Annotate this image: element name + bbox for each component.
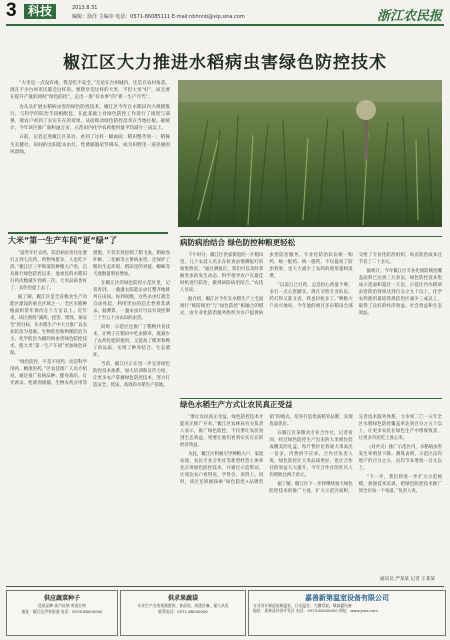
lead-paragraph: 日前，记者走进椒江区采访，看到了这样一幅画面：稻田整齐划一，稻株生长健壮，田间的太阳能杀虫灯、性诱捕器星罗棋布，成为田野里一道亮丽的风景线。	[10, 135, 170, 155]
issue-date: 2013.8.31	[72, 5, 98, 11]
body-paragraph: 在椒江区的绿色防控示范区里，记者看到，一盏盏太阳能杀虫灯整齐地排列在田间。每到夜晚，这些杀虫灯就会自动亮起，利用害虫的趋光性将其诱杀。据测算，一盏杀虫灯可以有效控制三十至五十亩农田的虫害。	[93, 281, 170, 321]
ad-line: 地址：椒江区洪家街道 电话：0576-88000000	[21, 609, 103, 614]
body-paragraph: 当前，椒江区正在进一步完善绿色防控技术体系，加大培训和宣传力度，让更多农户掌握绿色防控技术，努力打造安全、优质、高效的水稻生产基地。	[93, 362, 170, 388]
byline: 通讯员 严某某 记者 王某某	[380, 577, 435, 582]
ad-line: 地址：嘉善县经济开发区 电话：0573-84000000 网址：www.jsws.com	[253, 608, 378, 613]
body-paragraph: “绿色防控，不是不用药，而是科学用药、精准用药。”区农技推广人员介绍说，通过推广抗病品种、健身栽培、灯光诱杀、性诱剂诱捕、生物农药应用等措施，不仅有效控制了稻飞虱、稻纵卷叶螟、二化螟等主要病虫害，还保护了稻田生态环境，稻田里的青蛙、蜘蛛等天敌数量明显增加。	[10, 251, 170, 386]
ad-title: 嘉善新第温室设备有限公司	[305, 594, 389, 602]
body-paragraph: 据统计，今年椒江区专业化统防统治覆盖面积已达到三万余亩，绿色防控技术集成示范面积超过一万亩，示范区内水稻病虫害防治效果达到百分之九十以上，化学农药使用量较常规防治区减少三成以上，取得了良好的经济效益、社会效益和生态效益。	[358, 269, 442, 316]
body-paragraph: “前些年打农药，防治病虫害往往要打五到七次药，药物残留多，人也吃不消。”椒江区三甲街道的种粮大户说，自从推行绿色防控以来，他承包的水稻田打药次数减少到两三次，大米品质也好了，卖价也提上去了。	[10, 251, 87, 291]
lead-text	[10, 80, 170, 158]
section-heading: 病防病治结合 绿色防控种粮更轻松	[180, 236, 442, 248]
editor-contact: 编辑：徐洋 主编审 电话：0571-86085111 E-mail:nbhnnb@vip.sina.com	[72, 14, 245, 20]
section-body	[180, 252, 442, 392]
body-paragraph: 在椒江区某粮食专业合作社，记者看到，经过绿色防控生产出来的大米被包装成精美的礼盒，每斤售价比普通大米高出一倍多，仍然供不应求。合作社负责人说，绿色防控让大米品质更好，也让合作社的效益大大提升，今年合作社的社员人均增收达两千余元。	[269, 431, 353, 478]
lead-paragraph: “大米是一点没有毒，我是吃不安全。”无论在台州城内，还是在农村角落，现在不少台州市民都会这样说。要想享受这样的大米，不但大米“好”，而且要在提升产量的同时“绿色防控”，走出一条“有本事”的“新一生产年代”。	[10, 81, 170, 101]
advertisement-strip	[6, 586, 444, 637]
body-paragraph: “以前自己打药，总是担心药量不够，多打一点心里踏实。现在交给专业队伍，药打得又准又省，我也轻松多了。”种粮大户高兴地说，今年他的两百多亩稻田全部交给了专业化防治组织，每亩防治成本还节省了二十多元。	[269, 253, 442, 309]
advertisement[interactable]	[120, 590, 246, 636]
section-body	[10, 250, 170, 622]
page-number: 3	[6, 0, 17, 21]
headline: 椒江区大力推进水稻病虫害绿色防控技术	[63, 53, 387, 73]
ad-line: 优质品种 高产抗病 欢迎订购	[38, 603, 86, 608]
body-paragraph: （对共交）推广示范区内，水稻病虫害发生率明显下降。测算表明，示范区亩均增产约百分之五，亩均节本增效一百元以上。	[358, 445, 442, 471]
ad-line: 联系电话：0571-86000000	[158, 609, 208, 614]
body-paragraph: 下午时分，椒江区洪家街道的一片稻田里，几个农技人员正在检查虫情测报灯的收集情况。“通过测报灯，我们可以及时掌握害虫的发生动态，科学指导农户在最佳时机进行防治，做到病防病治结合。”农技人员说。	[180, 253, 264, 293]
body-paragraph: 据了解，椒江区是全省粮食生产功能区建设的重点区域之一，全区水稻种植面积常年保持在十万亩以上。近年来，该区围绕“减药、控害、增效、保安全”的目标，在水稻生产中大力推广以农业防治为基础、生物防治和物理防治为主、化学防治为辅的病虫害绿色防控技术，使大米“第一生产车间”更加绿色环保。	[10, 295, 87, 356]
body-paragraph: “要让农民真正受益，绿色防控技术才能真正推广开来。”椒江区农林局有关负责人表示，推广绿色防控，不仅要让农民看到生态效益，更要让他们看到实实在在的经济效益。	[180, 415, 264, 448]
advertisement[interactable]	[248, 590, 446, 636]
ad-line: 专业生产各类果蔬套袋、育苗袋，质优价廉，量大从优	[137, 603, 229, 608]
body-paragraph: 同时，示范区还推广了稻鸭共育技术，让鸭子在稻田中吃虫除草，既减少了农药化肥的使用，又提高了稻米和鸭子的品质，实现了种养结合、生态循环。	[93, 325, 170, 358]
body-paragraph: 为此，椒江区积极引导种粮大户、家庭农场、农民专业合作社等新型经营主体率先应用绿色防控技术，并通过示范带动，让周边农户看得见、学得会、用得上。同时，该区还积极探索“绿色防控+品牌营销”的模式，培育打造优质稻米品牌，实现优质优价。	[180, 415, 353, 485]
page-header	[6, 2, 444, 26]
ad-title: 供应蔬菜种子	[43, 595, 80, 602]
advertisement[interactable]	[6, 590, 118, 636]
section-heading: 绿色水稻生产方式让农民真正受益	[180, 398, 442, 410]
section-body	[180, 414, 442, 576]
body-paragraph: “下一步，我们将进一步扩大示范规模，加强技术培训，把绿色防控技术推广到全区每一个角落。”负责人说。	[358, 475, 442, 494]
body-paragraph: 据了解，椒江区下一步将继续加大绿色防控技术的推广力度，扩大示范区面积，完善技术服务体系，力争到二〇一五年全区水稻绿色防控覆盖率达到百分之五十以上，让更多农民在绿色生产中增收致富，让更多市民吃上放心米。	[269, 415, 442, 494]
body-paragraph: 据介绍，椒江区今年在水稻生产上全面推行“统防统治”与“绿色防控”相融合的模式，由专业化防治服务组织为农户提供病虫害防治服务。专业化防治队伍统一购药、统一配药、统一施药，不仅提高了防治效果，也大大减少了农药的使用量和浪费。	[180, 253, 353, 316]
lead-paragraph: 为从头扩展水稻病虫害的绿色防控技术，椒江区今年在水稻田内大规模推行，与科学的防治手段相配套，在此基础上对绿色防控工作进行了推进与部署，使农户看到了实实在在的效果，从而推动绿色防控技术在当地扎根。据统计，今年该区推广面积逾万亩，示范田内化学农药使用量平均减少三成以上。	[10, 104, 170, 132]
ad-line: 专业设计制造连栋温室、日光温室、大棚骨架、喷滴灌设备	[253, 603, 352, 608]
masthead-logo: 浙江农民报	[376, 9, 442, 24]
rice-field-photo	[178, 80, 442, 227]
column-label: 科技	[24, 4, 56, 19]
section-heading: 大米“第一生产车间”更“绿”了	[8, 232, 168, 247]
ad-title: 供求果蔬袋	[167, 595, 198, 602]
